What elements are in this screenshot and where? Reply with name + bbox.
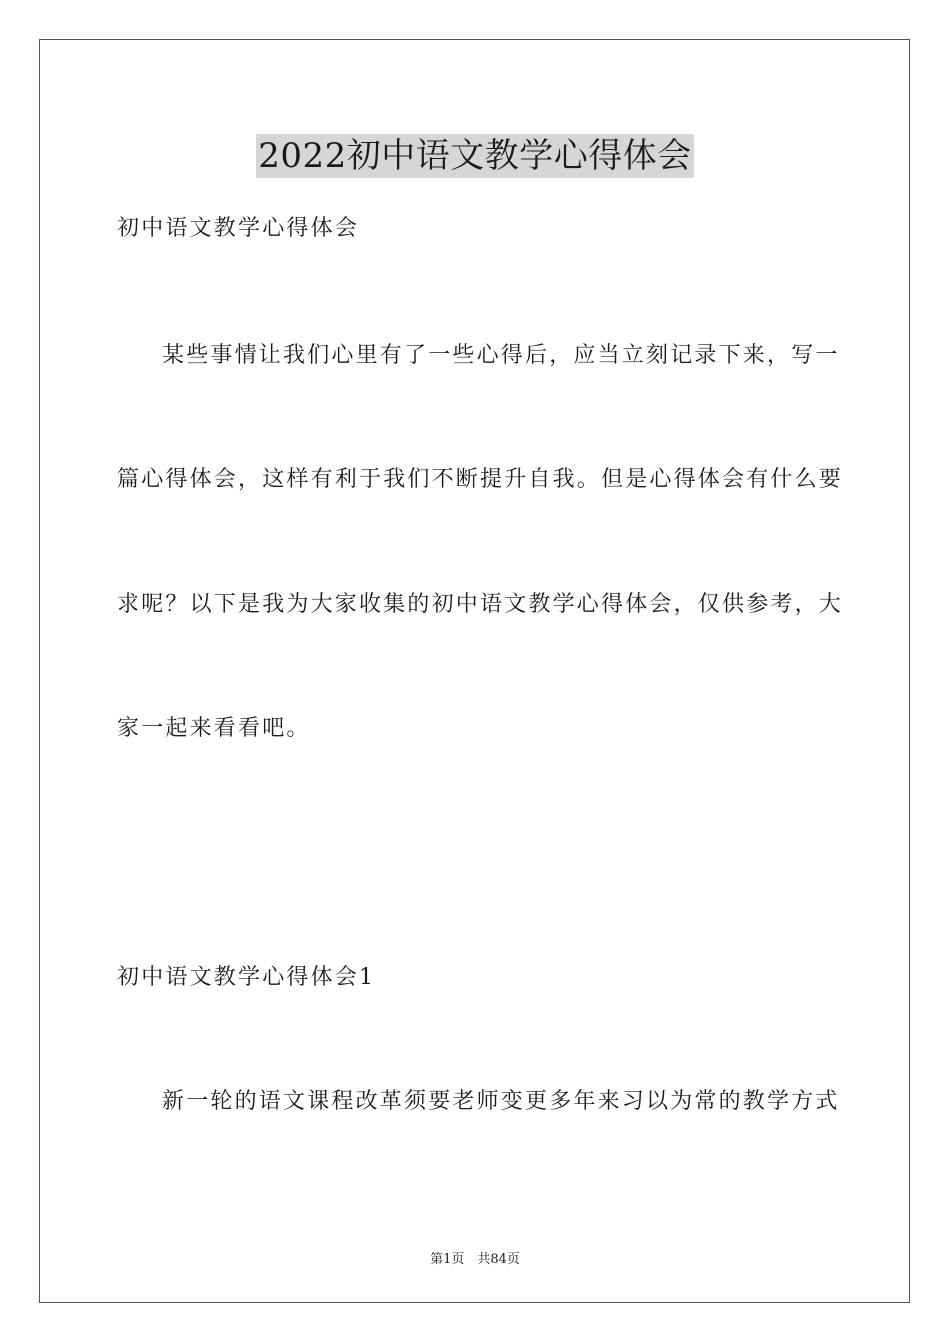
paragraph-line: 求呢？以下是我为大家收集的初中语文教学心得体会，仅供参考，大 — [117, 592, 844, 617]
paragraph-line: 家一起来看看吧。 — [117, 716, 311, 741]
paragraph-line: 篇心得体会，这样有利于我们不断提升自我。但是心得体会有什么要 — [117, 467, 844, 492]
document-title-block — [0, 128, 950, 177]
document-title: 2022初中语文教学心得体会 — [258, 136, 692, 176]
section-heading: 初中语文教学心得体会1 — [117, 965, 376, 990]
paragraph-line: 新一轮的语文课程改革须要老师变更多年来习以为常的教学方式 — [162, 1089, 840, 1114]
page-footer: 第1页 共84页 — [430, 1252, 520, 1267]
paragraph-line: 某些事情让我们心里有了一些心得后，应当立刻记录下来，写一 — [162, 343, 840, 368]
document-subtitle: 初中语文教学心得体会 — [117, 216, 360, 241]
